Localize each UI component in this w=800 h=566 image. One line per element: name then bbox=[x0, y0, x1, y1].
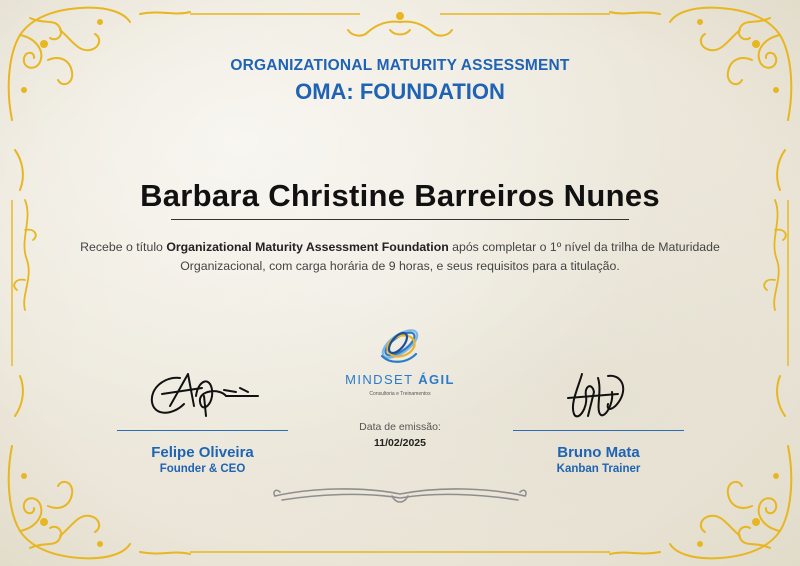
brand-name-part2: ÁGIL bbox=[418, 372, 455, 387]
issue-date: 11/02/2025 bbox=[374, 437, 426, 449]
brand-name-part1: MINDSET bbox=[345, 372, 414, 387]
issue-date-label: Data de emissão: bbox=[359, 421, 441, 433]
scroll-flourish-icon bbox=[270, 480, 530, 510]
signature-line-left bbox=[117, 430, 288, 431]
brand-tagline: Consultoria e Treinamentos bbox=[369, 391, 431, 397]
signature-felipe-oliveira bbox=[140, 366, 270, 426]
certificate-subtitle: ORGANIZATIONAL MATURITY ASSESSMENT bbox=[230, 57, 570, 74]
signer-name-left: Felipe Oliveira bbox=[151, 444, 254, 461]
signature-bruno-mata bbox=[558, 368, 638, 424]
signer-name-right: Bruno Mata bbox=[557, 444, 640, 461]
description-prefix: Recebe o título bbox=[80, 240, 167, 254]
description-suffix: após completar o 1º nível da trilha de Maturidade Organizacional, com carga horária de 9 horas, e seus requisitos para a titulação. bbox=[180, 240, 720, 273]
recipient-name: Barbara Christine Barreiros Nunes bbox=[140, 178, 660, 213]
certificate-description bbox=[80, 238, 720, 276]
description-title: Organizational Maturity Assessment Foundation bbox=[166, 240, 449, 254]
brand-wordmark bbox=[330, 372, 470, 387]
signer-role-left: Founder & CEO bbox=[159, 463, 246, 475]
certificate-title: OMA: FOUNDATION bbox=[295, 79, 505, 104]
name-underline bbox=[171, 219, 629, 220]
mindset-agil-logo-icon bbox=[370, 316, 430, 372]
signature-line-right bbox=[513, 430, 684, 431]
signer-role-right: Kanban Trainer bbox=[556, 463, 641, 475]
